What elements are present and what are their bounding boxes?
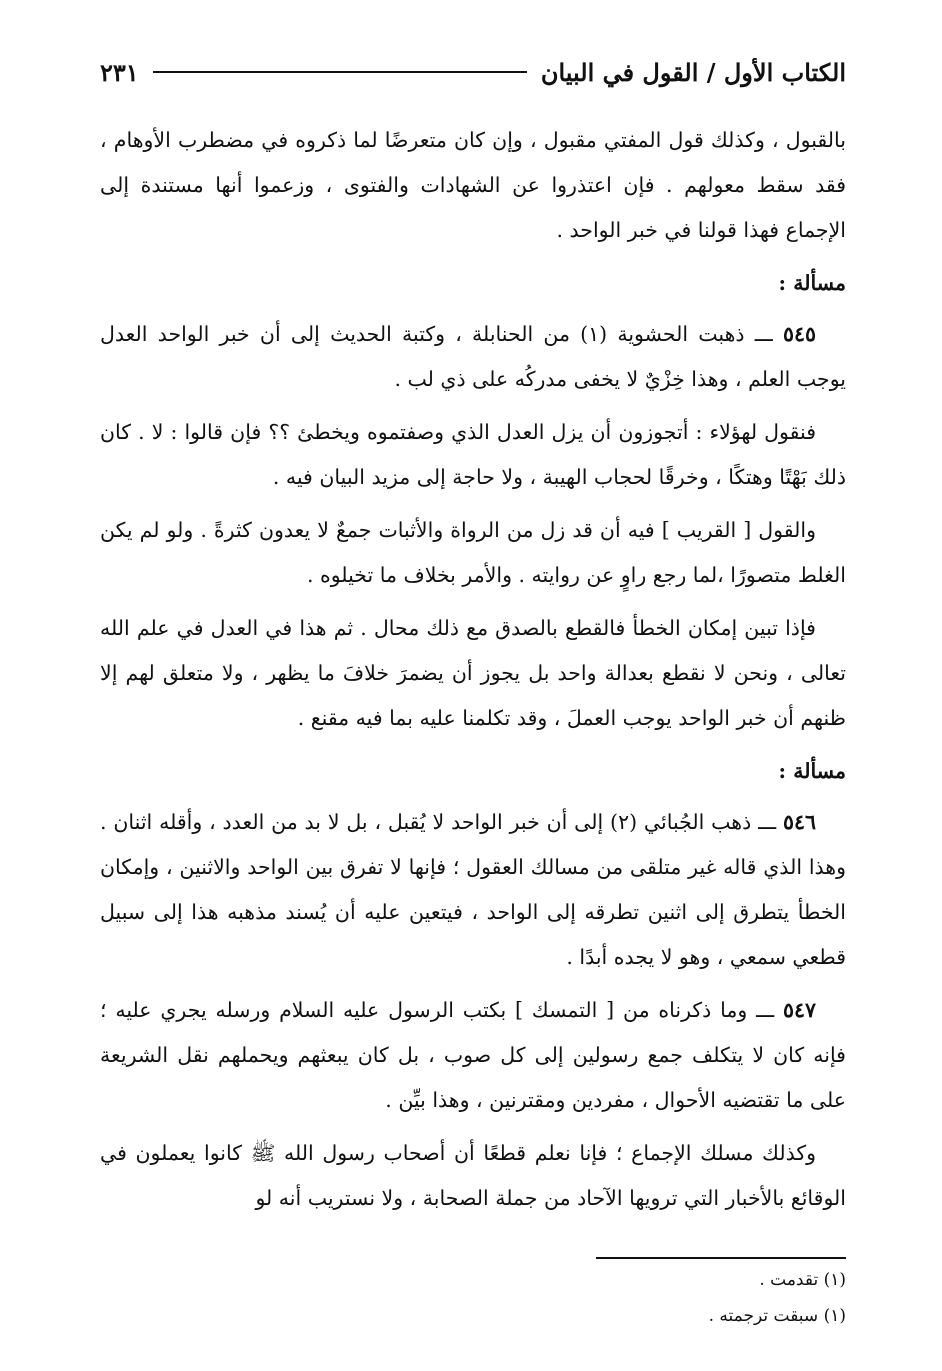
paragraph-number: ٥٤٧ — [782, 998, 816, 1022]
numbered-paragraph — [100, 988, 846, 1123]
page-header — [100, 50, 846, 94]
numbered-paragraph — [100, 800, 846, 980]
footnote: (١) تقدمت . — [759, 1270, 846, 1290]
footnote-separator — [596, 1257, 846, 1259]
paragraph-text: ـــ ذهب الجُبائي (٢) إلى أن خبر الواحد لا يُقبل ، بل لا بد من العدد ، وأقله اثنان . وهذا الذي قاله غير متلقى من مسالك العقول ؛ فإنها لا تفرق بين الواحد والاثنين ، وإمكان الخطأ يتطرق إلى اثنين تطرقه إلى الواحد ، فيتعين عليه أن يُسند مذهبه هذا إلى سبيل قطعي سمعي ، وهو لا يجده أبدًا . — [100, 810, 846, 969]
main-text — [100, 118, 846, 1229]
running-title: الكتاب الأول / القول في البيان — [540, 57, 846, 87]
footnote: (١) سبقت ترجمته . — [708, 1306, 846, 1326]
numbered-paragraph — [100, 312, 846, 402]
paragraph: فإذا تبين إمكان الخطأ فالقطع بالصدق مع ذلك محال . ثم هذا في العدل في علم الله تعالى ، ونحن لا نقطع بعدالة واحد بل يجوز أن يضمرَ خلافَ ما يظهر ، ولا متعلق لهم إلا ظنهم أن خبر الواحد يوجب العملَ ، وقد تكلمنا عليه بما فيه مقنع . — [100, 616, 846, 730]
paragraph-number: ٥٤٦ — [782, 810, 816, 834]
paragraph: وكذلك مسلك الإجماع ؛ فإنا نعلم قطعًا أن أصحاب رسول الله ﷺ كانوا يعملون في الوقائع بالأخبار التي ترويها الآحاد من جملة الصحابة ، ولا نستريب أنه لو — [100, 1141, 846, 1210]
header-rule — [153, 71, 527, 73]
paragraph: والقول [ القريب ] فيه أن قد زل من الرواة والأثبات جمعٌ لا يعدون كثرةً . ولو لم يكن الغلط متصورًا ،لما رجع راوٍ عن روايته . والأمر بخلاف ما تخيلوه . — [100, 518, 846, 587]
paragraph-text: ـــ وما ذكرناه من [ التمسك ] بكتب الرسول عليه السلام ورسله يجري عليه ؛ فإنه كان لا يتكلف جمع رسولين إلى كل صوب ، بل كان يبعثهم ويحملهم نقل الشريعة على ما تقتضيه الأحوال ، مفردين ومقترنين ، وهذا بيِّن . — [100, 998, 846, 1112]
page-number: ٢٣١ — [100, 57, 139, 87]
paragraph-text: ـــ ذهبت الحشوية (١) من الحنابلة ، وكتبة الحديث إلى أن خبر الواحد العدل يوجب العلم ، وهذا خِزْيٌ لا يخفى مدركُه على ذي لب . — [100, 322, 846, 391]
paragraph-number: ٥٤٥ — [782, 322, 816, 346]
paragraph: فنقول لهؤلاء : أتجوزون أن يزل العدل الذي وصفتموه ويخطئ ؟؟ فإن قالوا : لا . كان ذلك بَهْتًا وهتكًا ، وخرقًا لحجاب الهيبة ، ولا حاجة إلى مزيد البيان فيه . — [100, 420, 846, 489]
section-heading: مسألة : — [778, 759, 846, 783]
paragraph: بالقبول ، وكذلك قول المفتي مقبول ، وإن كان متعرضًا لما ذكروه في مضطرب الأوهام ، فقد سقط معولهم . فإن اعتذروا عن الشهادات والفتوى ، وزعموا أنها مستندة إلى الإجماع فهذا قولنا في خبر الواحد . — [100, 128, 846, 242]
section-heading: مسألة : — [778, 271, 846, 295]
footnotes — [100, 1262, 846, 1334]
